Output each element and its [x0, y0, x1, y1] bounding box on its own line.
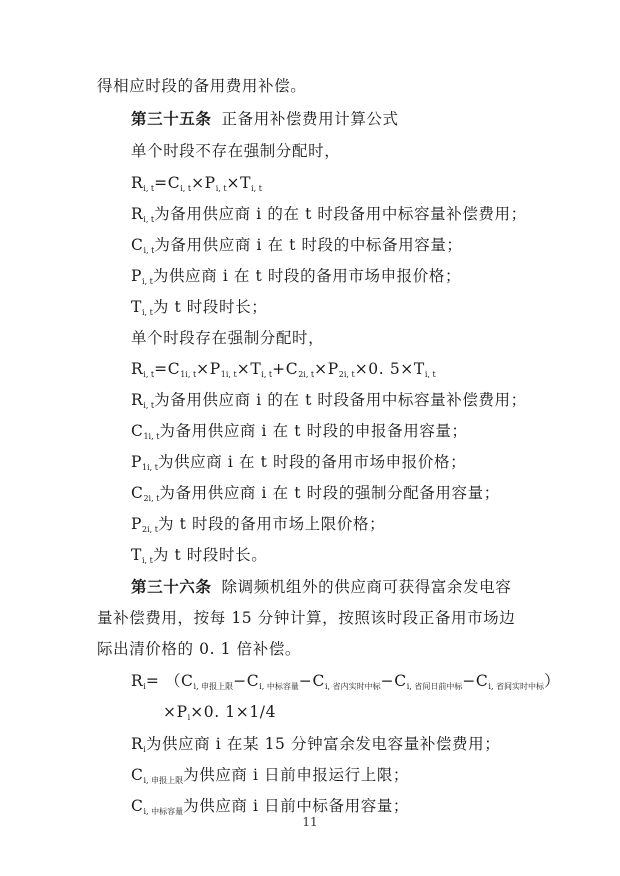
paragraph-text: 除调频机组外的供应商可获得富余发电容: [221, 578, 512, 596]
formula-text: ×T: [236, 360, 262, 378]
text-line: [131, 359, 436, 385]
text-line: [131, 765, 409, 791]
formula-subscript: i, 省间日前中标: [406, 682, 463, 691]
formula-text: P: [131, 453, 143, 471]
formula-subscript: i, t: [180, 184, 192, 193]
formula-subscript: 1i, t: [143, 432, 160, 441]
formula-text: C: [131, 797, 144, 815]
article-heading: 第三十五条: [131, 109, 212, 128]
formula-subscript: i, t: [143, 401, 155, 410]
formula-subscript: 2i, t: [298, 370, 315, 379]
paragraph-text: 际出清价格的 0. 1 倍补偿。: [97, 640, 302, 658]
formula-text: R: [131, 205, 144, 223]
formula-text: ×0. 5×T: [354, 360, 425, 378]
formula-subscript: i, t: [424, 370, 436, 379]
text-line: [131, 266, 461, 292]
paragraph-text: 正备用补偿费用计算公式: [221, 110, 399, 128]
formula-text: ×P: [191, 174, 216, 192]
formula-text: −C: [380, 672, 407, 690]
formula-text: −C: [233, 672, 260, 690]
formula-text: ×P: [196, 360, 221, 378]
text-line: [131, 109, 399, 129]
formula-text: −C: [462, 672, 489, 690]
formula-text: 为 t 时段时长；: [152, 298, 268, 316]
formula-text: ×P: [314, 360, 339, 378]
formula-text: 为 t 时段时长。: [152, 546, 268, 564]
formula-text: 为备用供应商 i 在 t 时段的中标备用容量；: [154, 236, 463, 254]
text-line: [131, 452, 466, 478]
formula-subscript: 2i, t: [143, 494, 160, 503]
paragraph-text: 得相应时段的备用费用补偿。: [97, 77, 307, 95]
text-line: [97, 608, 515, 628]
text-line: [131, 545, 267, 571]
formula-text: 为备用供应商 i 的在 t 时段备用中标容量补偿费用；: [154, 391, 527, 409]
formula-text: ×P: [163, 703, 188, 721]
formula-text: R: [131, 360, 144, 378]
formula-text: ）: [544, 672, 561, 690]
formula-subscript: i, 申报上限: [193, 682, 234, 691]
formula-text: =C: [154, 360, 181, 378]
formula-text: P: [131, 515, 143, 533]
formula-subscript: 1i, t: [220, 370, 237, 379]
text-line: [131, 173, 262, 199]
formula-text: C: [131, 422, 144, 440]
formula-subscript: i, t: [251, 184, 262, 193]
formula-subscript: i, t: [143, 215, 155, 224]
formula-text: P: [131, 267, 143, 285]
formula-text: 为备用供应商 i 在 t 时段的申报备用容量；: [159, 422, 468, 440]
formula-subscript: 1i, t: [142, 463, 158, 472]
formula-subscript: i, 省内实时中标: [324, 682, 381, 691]
formula-subscript: i: [143, 682, 146, 691]
text-line: [131, 577, 511, 597]
formula-text: R: [131, 672, 144, 690]
text-line: [163, 702, 276, 728]
formula-subscript: 2i, t: [142, 525, 158, 534]
formula-text: C: [131, 236, 144, 254]
formula-text: 为供应商 i 在 t 时段的备用市场申报价格；: [157, 453, 467, 471]
formula-text: 为供应商 i 日前中标备用容量；: [183, 797, 410, 815]
formula-subscript: i, t: [141, 308, 153, 317]
formula-text: 为 t 时段的备用市场上限价格；: [157, 515, 386, 533]
formula-subscript: i, 中标容量: [259, 682, 299, 691]
article-heading: 第三十六条: [131, 577, 212, 596]
paragraph-text: 量补偿费用，按每 15 分钟计算，按照该时段正备用市场边: [97, 609, 516, 627]
formula-text: 为供应商 i 日前申报运行上限；: [183, 766, 410, 784]
text-line: [131, 141, 340, 161]
text-line: [131, 421, 468, 447]
formula-subscript: i: [143, 745, 146, 754]
paragraph-text: 单个时段存在强制分配时，: [131, 329, 325, 347]
formula-subscript: i, t: [143, 246, 155, 255]
formula-text: 为供应商 i 在 t 时段的备用市场申报价格；: [152, 267, 462, 285]
page-number: 11: [302, 815, 318, 829]
formula-subscript: 1i, t: [180, 370, 197, 379]
text-line: [131, 514, 385, 540]
formula-subscript: i, t: [143, 370, 155, 379]
text-line: [131, 734, 500, 760]
paragraph-text: 单个时段不存在强制分配时，: [131, 142, 341, 160]
formula-text: R: [131, 735, 144, 753]
formula-text: 为备用供应商 i 在 t 时段的强制分配备用容量；: [159, 484, 500, 502]
text-line: [131, 483, 500, 509]
formula-subscript: i, 申报上限: [143, 776, 184, 785]
formula-text: R: [131, 391, 144, 409]
formula-subscript: i, t: [142, 277, 153, 286]
formula-text: 为供应商 i 在某 15 分钟富余发电容量补偿费用；: [145, 735, 501, 753]
formula-text: ×T: [226, 174, 252, 192]
formula-subscript: i, t: [261, 370, 273, 379]
text-line: [131, 390, 527, 416]
text-line: [97, 76, 306, 96]
formula-text: ×0. 1×1/4: [190, 703, 277, 721]
text-line: [97, 639, 301, 659]
text-line: [131, 204, 527, 230]
formula-text: T: [131, 298, 142, 316]
formula-text: =C: [154, 174, 181, 192]
text-line: [131, 328, 324, 348]
formula-subscript: 2i, t: [338, 370, 355, 379]
text-line: [131, 235, 463, 261]
formula-subscript: i, t: [215, 184, 227, 193]
formula-text: 为备用供应商 i 的在 t 时段备用中标容量补偿费用；: [154, 205, 527, 223]
text-line: [131, 671, 560, 697]
formula-subscript: i: [187, 713, 191, 722]
formula-subscript: i, t: [141, 556, 153, 565]
formula-text: = （C: [145, 672, 194, 690]
formula-text: R: [131, 174, 144, 192]
formula-text: T: [131, 546, 142, 564]
formula-text: −C: [298, 672, 325, 690]
formula-text: C: [131, 484, 144, 502]
formula-subscript: i, 省间实时中标: [488, 682, 545, 691]
formula-text: +C: [272, 360, 299, 378]
formula-subscript: i, 中标容量: [143, 807, 184, 816]
text-line: [131, 297, 267, 323]
formula-subscript: i, t: [143, 184, 155, 193]
formula-text: C: [131, 766, 144, 784]
